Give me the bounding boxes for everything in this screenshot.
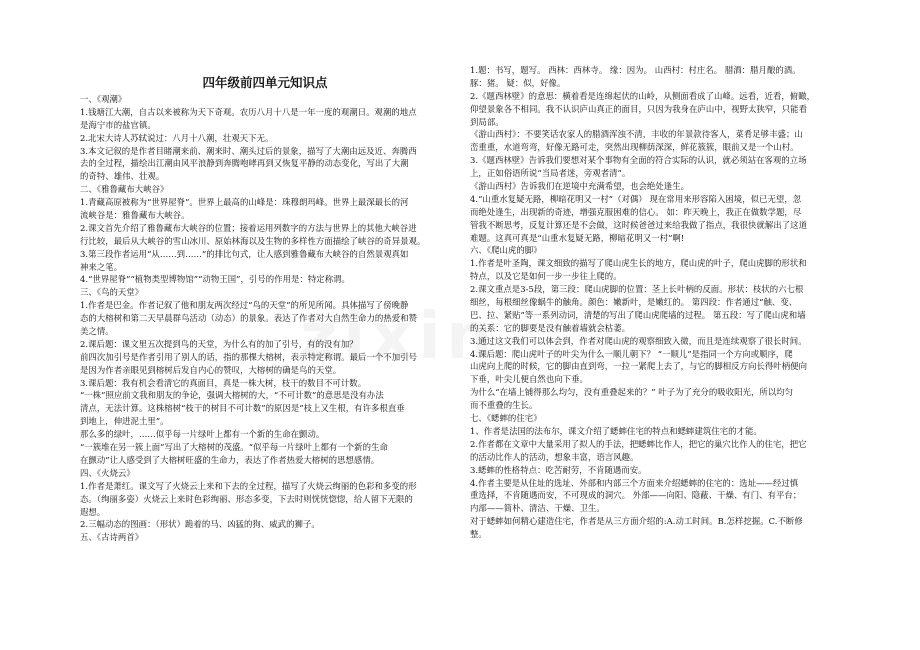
text-line: 美之情。 xyxy=(80,326,114,337)
text-line: 《游山西村》：不要笑话农家人的腊酒浑浊不清，丰收的年景款待客人，菜肴足够丰盛；山 xyxy=(470,129,803,140)
text-line: 三、《鸟的天堂》 xyxy=(80,287,144,298)
text-line: 难题。这真可真是“山重水复疑无路，柳暗花明又一村”啊! xyxy=(470,232,685,243)
text-line: 四、《火烧云》 xyxy=(80,467,135,478)
text-line: 2.三幅动态的图画：（形状）跪着的马、凶猛的狗、威武的狮子。 xyxy=(80,519,320,530)
text-line: 流峡谷是：雅鲁藏布大峡谷。 xyxy=(80,210,190,221)
text-line: 是因为作者亲眼见到榕树后发自内心的赞叹，大榕树的确是鸟的天堂。 xyxy=(80,364,342,375)
text-line: 是海宁市的盐官镇。 xyxy=(80,119,156,130)
text-line: 1.钱塘江大潮，自古以来被称为天下奇观。农历八月十八是一年一度的观潮日。观潮的地点 xyxy=(80,106,417,117)
text-line: 态。（绚丽多姿）火烧云上来时色彩绚丽、形态多变，下去时则恍恍惚惚，给人留下无限的 xyxy=(80,493,413,504)
text-line: 2.课文首先介绍了雅鲁藏布大峡谷的位置；接着运用列数字的方法与世界上的其他大峡谷进 xyxy=(80,222,417,233)
text-line: 山虎向上爬的时候，它的脚由直到弯，一拉一紧爬上去了，与它的脚相反方向长得叶柄便向 xyxy=(470,361,807,372)
text-line: 1.题：书写，题写。 西林：西林寺。 缘：因为。 山西村：村庄名。 腊酒：腊月酿的酒。 xyxy=(470,65,801,75)
text-line: 而绝处逢生，出现新的奇迹，增强克服困难的信心。 如：昨天晚上，我正在做数学题，尽 xyxy=(470,206,802,217)
text-line: 2.《题西林壁》的意思：横着看是连绵起伏的山岭，从侧面看成了山峰。远看，近看，俯瞰， xyxy=(470,90,816,101)
text-line: 清点，无法计算。这株榕树“枝干的树目不可计数”的原因是“枝上又生根，有许多根直垂 xyxy=(80,403,405,414)
text-line: 而不重叠的生长。 xyxy=(470,400,538,411)
text-line: 2.作者都在文章中大量采用了拟人的手法，把蟋蟀比作人，把它的巢穴比作人的住宅，把它 xyxy=(470,438,807,449)
text-line: “一簇堆在另一簇上面”写出了大榕树的茂盛。“似乎每一片绿叶上都有一个新的生命 xyxy=(80,442,388,453)
text-line: 行比较，最后从大峡谷的雪山冰川、原始林海以及生物的多样性方面描绘了峡谷的奇异景观。 xyxy=(80,235,426,246)
text-line: 去的全过程，描绘出江潮由风平浪静到奔腾咆哮再到又恢复平静的动态变化，写出了大潮 xyxy=(80,158,409,169)
text-line: 整。 xyxy=(470,529,487,540)
text-line: 神来之笔。 xyxy=(80,261,123,272)
text-line: 4.课后题：爬山虎叶子的叶尖为什么一顺儿朝下？ “一顺儿”是指同一个方向或顺序，爬 xyxy=(470,348,793,359)
text-line: 的活动比作人的活动，想象丰富，语言风趣。 xyxy=(470,451,639,462)
text-line: 1.作者是叶圣陶，课文细致的描写了爬山虎生长的地方，爬山虎的叶子，爬山虎脚的形状和 xyxy=(470,258,807,269)
text-line: 2.课文重点是3-5段，第三段：爬山虎脚的位置：茎上长叶柄的反面。形状：枝状的六七根 xyxy=(470,284,804,295)
text-line: 《游山西村》告诉我们在逆境中充满希望，也会绝处逢生。 xyxy=(470,181,690,192)
text-line: 巴、拉、紧贴”等一系列动词，清楚的写出了爬山虎爬墙的过程。 第五段：写了爬山虎和墙 xyxy=(470,309,806,320)
text-line: 到地上，伸进泥土里”。 xyxy=(80,416,169,427)
text-line: 态的大榕树和第二天早晨群鸟活动（动态）的景象。表达了作者对大自然生命力的热爱和赞 xyxy=(80,313,417,324)
document-title: 四年级前四单元知识点 xyxy=(202,75,328,90)
text-line: 3.蟋蟀的性格特点：吃苦耐劳，不肯随遇而安。 xyxy=(470,464,647,475)
text-line: 1.青藏高原被称为“世界屋脊”。世界上最高的山峰是：珠穆朗玛峰。世界上最深最长的河 xyxy=(80,197,409,208)
text-line: 3.《题西林壁》告诉我们要想对某个事物有全面的符合实际的认识，就必须站在客观的立场 xyxy=(470,155,807,166)
text-line: 上，正如俗语所说“当局者迷，旁观者清”。 xyxy=(470,168,631,179)
text-line: 峦重重，水道弯弯，好像无路可走，突然出现柳荫深深，鲜花簇簇，眼前又是一个山村。 xyxy=(470,142,799,153)
text-line: 为什么“在墙上铺得那么均匀，没有重叠起来的？” 叶子为了充分的吸收阳光，所以均匀 xyxy=(470,387,794,398)
right-column-text xyxy=(470,64,842,541)
text-line: 2.北宋大诗人苏轼说过：八月十八潮，壮观天下无。 xyxy=(80,132,274,143)
text-line: 1、作者是法国的法布尔，课文介绍了蟋蟀住宅的特点和蟋蟀建筑住宅的才能。 xyxy=(470,425,762,436)
text-line: 五、《古诗两首》 xyxy=(80,532,144,543)
text-line: 二、《雅鲁藏布大峡谷》 xyxy=(80,184,169,195)
text-line: 4.“山重水复疑无路，柳暗花明又一村”（对偶） 现在常用来形容陷入困境，似已无望，忽 xyxy=(470,193,802,204)
text-line: 3.课后题：我有机会看清它的真面目，真是一株大树，枝干的数目不可计数。 xyxy=(80,377,367,388)
text-line: 遐想。 xyxy=(80,506,106,517)
text-line: 的奇特、雄伟、壮观。 xyxy=(80,171,165,182)
text-line: 一、《观潮》 xyxy=(80,94,127,104)
text-line: 3.第三段作者运用“从……到……”的排比句式，让人感到雅鲁藏布大峡谷的自然景观真如 xyxy=(80,248,409,259)
text-line: 4.“世界屋脊”“植物类型博物馆”“动物王国”，引号的作用是：特定称谓。 xyxy=(80,274,350,285)
text-line: 的关系：它的脚要是没有触着墙就会枯萎。 xyxy=(470,322,631,333)
text-line: 重选择，不肯随遇而安，不可现成的洞穴。 外部——向阳、隐蔽、干燥、有门、有平台； xyxy=(470,490,802,501)
text-line: 细丝，每根细丝像蜗牛的触角。颜色：嫩新叶，是嫩红的。 第四段：作者通过“触、变、 xyxy=(470,297,798,308)
text-line: 仰望景象各不相同。我不认识庐山真正的面目，只因为我身在庐山中，视野太狭窄，只能看 xyxy=(470,103,807,114)
text-line: 豚：猪。 疑：似，好像。 xyxy=(470,77,566,88)
text-line: 3.本文记叙的是作者目睹潮来前、潮来时、潮头过后的景象，描写了大潮由远及近、奔腾西 xyxy=(80,145,417,156)
left-column-text xyxy=(80,93,450,544)
text-line: 那么多的绿叶，……似乎每一片绿叶上都有一个新的生命在颤动。 xyxy=(80,429,325,440)
text-line: 在颤动”让人感受到了大榕树旺盛的生命力，表达了作者热爱大榕树的思想感情。 xyxy=(80,454,380,465)
text-line: 4.作者主要是从住址的选址、外部和内部三个方面来介绍蟋蟀的住宅的：选址——经过慎 xyxy=(470,477,799,488)
text-line: 1.作者是萧红。课文写了火烧云上来和下去的全过程，描写了火烧云绚丽的色彩和多变的形 xyxy=(80,480,417,491)
text-line: 前四次加引号是作者引用了别人的话，指的那棵大榕树，表示特定称谓。最后一个不加引号 xyxy=(80,351,417,362)
text-line: 1.作者是巴金。作者记叙了他和朋友两次经过“鸟的天堂”的所见所闻。具体描写了傍晚静 xyxy=(80,300,409,311)
text-line: 七、《蟋蟀的住宅》 xyxy=(470,413,542,424)
text-line: “一株”照应前文我和朋友的争论，强调大榕树的大，“不可计数”的意思是没有办法 xyxy=(80,390,384,401)
text-line: 下垂，叶尖儿便自然也向下垂。 xyxy=(470,374,588,385)
text-line: 特点，以及它是如何一步一步往上爬的。 xyxy=(470,271,622,282)
text-line: 管我不断思考，反复计算还是不会做，这时候爸爸过来给我做了指点，我很快就解出了这道 xyxy=(470,219,807,230)
text-line: 到局部。 xyxy=(470,116,504,127)
text-line: 对于蟋蟀如何精心建造住宅，作者是从三方面介绍的:A.动工时间。B.怎样挖掘。C.不断修 xyxy=(470,516,803,527)
text-line: 内部——简朴、清洁、干燥、卫生。 xyxy=(470,503,605,514)
text-line: 3.通过这文我们可以体会到，作者对爬山虎的观察细致入微，而且是连续观察了很长时间。 xyxy=(470,335,807,346)
text-line: 2.课后题：课文里五次提到鸟的天堂，为什么有的加了引号，有的没有加？ xyxy=(80,338,358,349)
text-line: 六、《爬山虎的脚》 xyxy=(470,245,542,256)
